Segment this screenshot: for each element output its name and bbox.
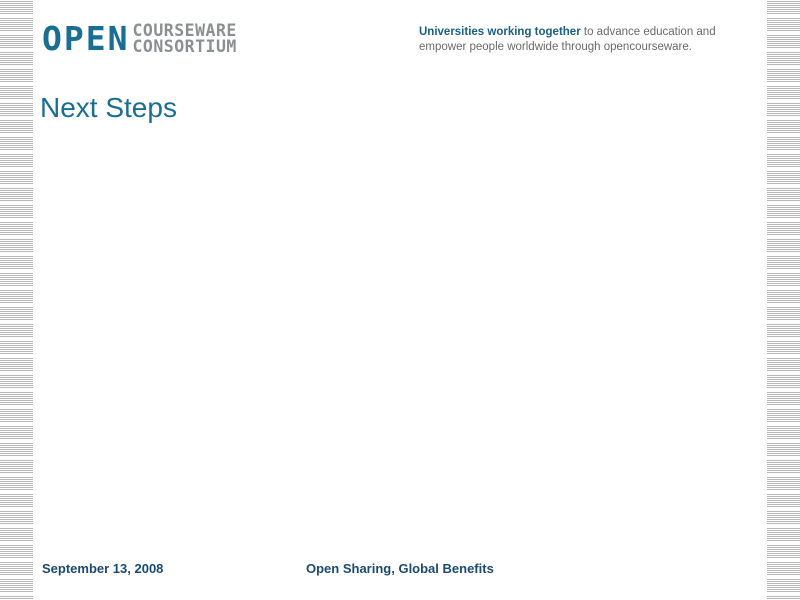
slide-title: Next Steps <box>40 92 177 123</box>
logo-stacked-text <box>132 23 236 55</box>
header-tagline <box>419 25 749 55</box>
footer-date: September 13, 2008 <box>42 561 164 576</box>
tagline-strong: Universities working together <box>419 26 581 38</box>
left-decorative-stripe <box>0 0 33 600</box>
logo-consortium-text: CONSORTIUM <box>132 37 237 56</box>
logo-open-text: OPEN <box>42 19 130 58</box>
ocw-consortium-logo <box>42 19 237 58</box>
footer-slogan: Open Sharing, Global Benefits <box>306 561 494 576</box>
tagline-rest: to advance education and empower people worldwide through opencourseware. <box>419 26 716 53</box>
right-decorative-stripe <box>767 0 800 600</box>
logo-courseware-text: COURSEWARE <box>132 21 237 40</box>
